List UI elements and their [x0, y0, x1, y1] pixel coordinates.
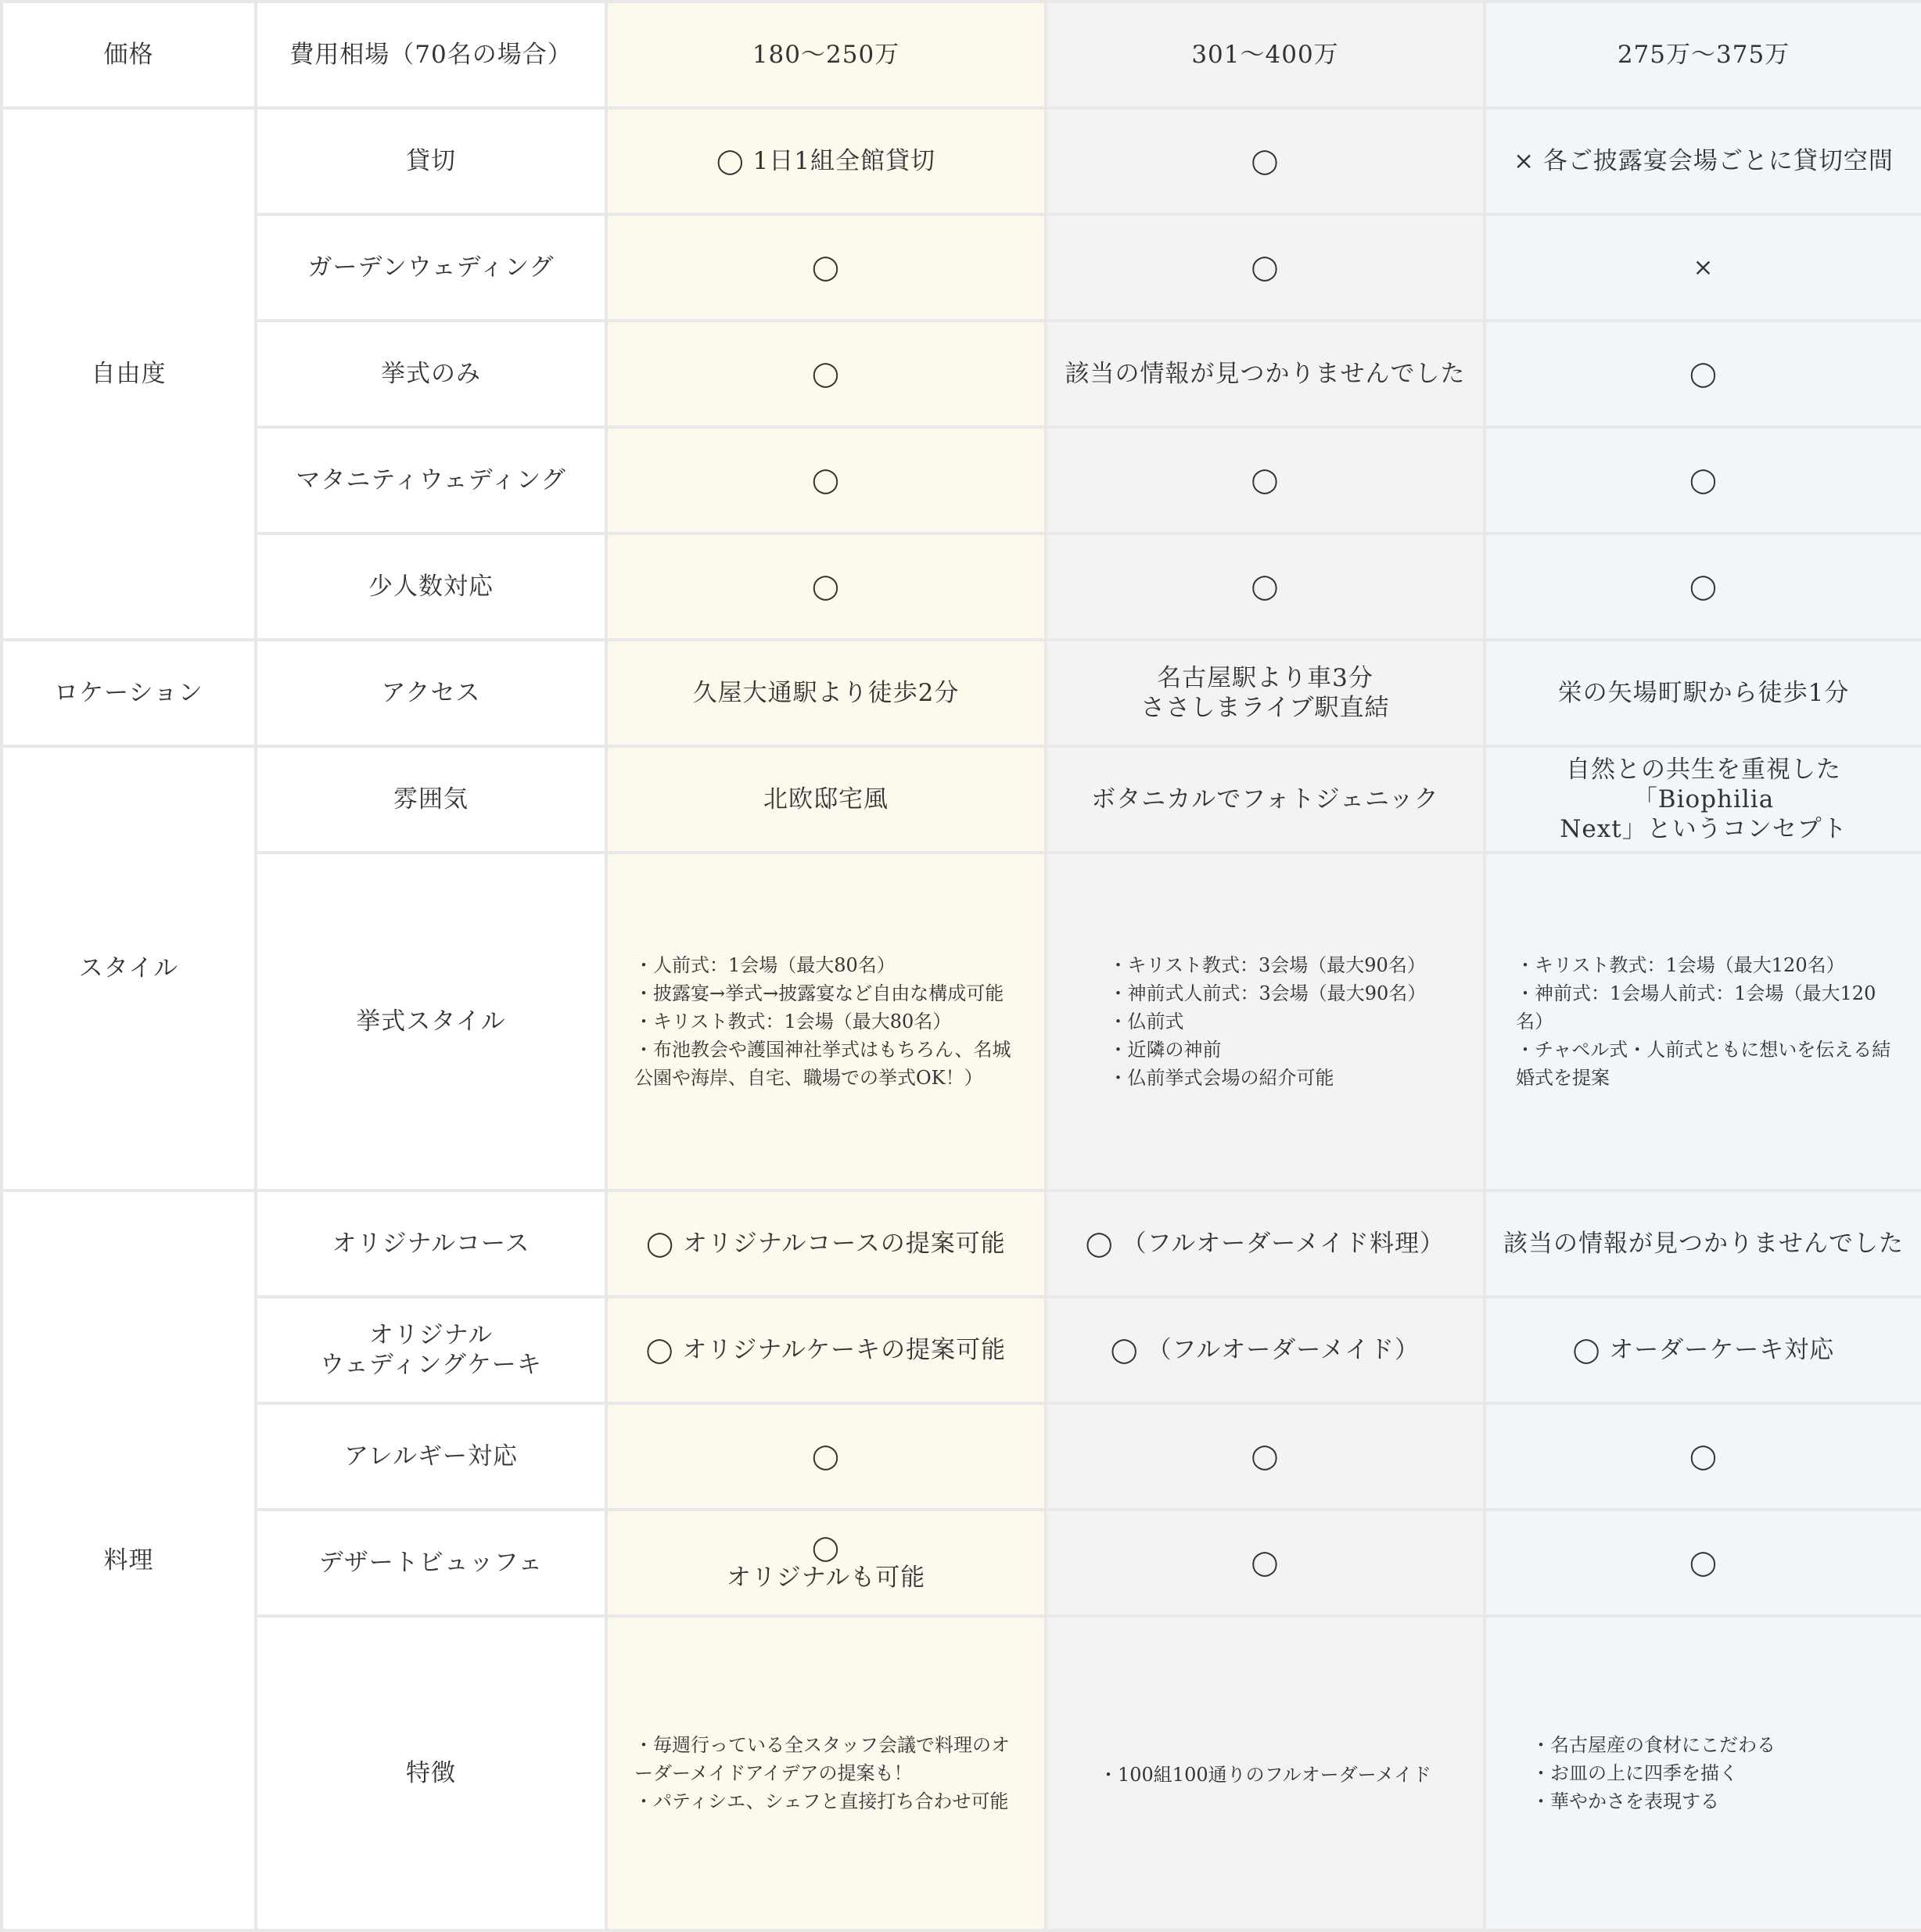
cell-original-course-a: ◯ オリジナルコースの提案可能 — [606, 1190, 1046, 1297]
list-item: ・仏前挙式会場の紹介可能 — [1108, 1067, 1334, 1089]
cell-small-group-a: ◯ — [606, 533, 1046, 640]
atmosphere-c-line: Next」というコンセプト — [1560, 815, 1847, 843]
category-cuisine: 料理 — [2, 1190, 256, 1930]
item-original-course: オリジナルコース — [256, 1190, 606, 1297]
dessert-buffet-a-note: オリジナルも可能 — [726, 1564, 926, 1592]
atmosphere-c-line: 自然との共生を重視した「Biophilia — [1566, 756, 1841, 813]
item-small-group: 少人数対応 — [256, 533, 606, 640]
features-a-list — [634, 1731, 1018, 1815]
cell-ceremony-only-a: ◯ — [606, 321, 1046, 427]
list-item: ・キリスト教式：1会場（最大120名） — [1516, 954, 1845, 976]
item-dessert-buffet: デザートビュッフェ — [256, 1510, 606, 1616]
cell-original-cake-c: ◯ オーダーケーキ対応 — [1485, 1297, 1921, 1403]
original-cake-label-line: ウェディングケーキ — [320, 1351, 542, 1379]
cell-small-group-c: ◯ — [1485, 533, 1921, 640]
price-venue-b: 301〜400万 — [1046, 2, 1485, 108]
cell-features-c — [1485, 1616, 1921, 1930]
cell-original-cake-b: ◯ （フルオーダーメイド） — [1046, 1297, 1485, 1403]
original-cake-label-line: オリジナル — [368, 1321, 494, 1349]
table-row — [2, 108, 1921, 214]
price-venue-c: 275万〜375万 — [1485, 2, 1921, 108]
cell-ceremony-only-c: ◯ — [1485, 321, 1921, 427]
cell-maternity-a: ◯ — [606, 427, 1046, 533]
table-row — [2, 427, 1921, 533]
list-item: ・チャペル式・人前式ともに想いを伝える結婚式を提案 — [1516, 1039, 1891, 1089]
cell-dessert-buffet-c: ◯ — [1485, 1510, 1921, 1616]
table-row — [2, 853, 1921, 1190]
item-garden-wedding: ガーデンウェディング — [256, 214, 606, 321]
list-item: ・華やかさを表現する — [1531, 1790, 1719, 1812]
list-item: ・パティシエ、シェフと直接打ち合わせ可能 — [634, 1790, 1009, 1812]
table-row — [2, 640, 1921, 746]
table-row — [2, 533, 1921, 640]
cell-features-a — [606, 1616, 1046, 1930]
list-item: ・近隣の神前 — [1108, 1039, 1222, 1061]
item-kashikiri: 貸切 — [256, 108, 606, 214]
list-item: ・神前式：1会場人前式：1会場（最大120名） — [1516, 982, 1876, 1032]
item-maternity-wedding: マタニティウェディング — [256, 427, 606, 533]
list-item: ・100組100通りのフルオーダーメイド — [1099, 1763, 1431, 1786]
cell-garden-c: × — [1485, 214, 1921, 321]
cell-features-b — [1046, 1616, 1485, 1930]
cell-access-c: 栄の矢場町駅から徒歩1分 — [1485, 640, 1921, 746]
dessert-buffet-a-mark: ◯ — [812, 1534, 840, 1562]
category-price: 価格 — [2, 2, 256, 108]
table-row — [2, 1297, 1921, 1403]
item-ceremony-only: 挙式のみ — [256, 321, 606, 427]
category-style: スタイル — [2, 746, 256, 1190]
ceremony-style-a-list — [634, 951, 1018, 1092]
item-original-cake — [256, 1297, 606, 1403]
features-b-list — [1099, 1761, 1431, 1789]
cell-dessert-buffet-b: ◯ — [1046, 1510, 1485, 1616]
table-row — [2, 2, 1921, 108]
cell-dessert-buffet-a — [606, 1510, 1046, 1616]
cell-garden-b: ◯ — [1046, 214, 1485, 321]
cell-allergy-c: ◯ — [1485, 1403, 1921, 1510]
list-item: ・キリスト教式：3会場（最大90名） — [1108, 954, 1426, 976]
cell-kashikiri-c: × 各ご披露宴会場ごとに貸切空間 — [1485, 108, 1921, 214]
item-ceremony-style: 挙式スタイル — [256, 853, 606, 1190]
list-item: ・仏前式 — [1108, 1011, 1184, 1032]
table-row — [2, 321, 1921, 427]
cell-original-course-c: 該当の情報が見つかりませんでした — [1485, 1190, 1921, 1297]
list-item: ・布池教会や護国神社挙式はもちろん、名城公園や海岸、自宅、職場での挙式OK！） — [634, 1039, 1011, 1089]
cell-original-cake-a: ◯ オリジナルケーキの提案可能 — [606, 1297, 1046, 1403]
table-row — [2, 1510, 1921, 1616]
cell-kashikiri-b: ◯ — [1046, 108, 1485, 214]
item-access: アクセス — [256, 640, 606, 746]
list-item: ・お皿の上に四季を描く — [1531, 1762, 1738, 1784]
access-b-line: ささしまライブ駅直結 — [1140, 694, 1390, 722]
item-cost-estimate: 費用相場（70名の場合） — [256, 2, 606, 108]
list-item: ・人前式：1会場（最大80名） — [634, 954, 896, 976]
cell-atmosphere-b: ボタニカルでフォトジェニック — [1046, 746, 1485, 853]
list-item: ・名古屋産の食材にこだわる — [1531, 1734, 1776, 1756]
category-location: ロケーション — [2, 640, 256, 746]
table-row — [2, 746, 1921, 853]
list-item: ・毎週行っている全スタッフ会議で料理のオーダーメイドアイデアの提案も！ — [634, 1734, 1010, 1784]
cell-kashikiri-a: ◯ 1日1組全館貸切 — [606, 108, 1046, 214]
cell-allergy-a: ◯ — [606, 1403, 1046, 1510]
ceremony-style-b-list — [1108, 951, 1427, 1092]
cell-ceremony-style-a — [606, 853, 1046, 1190]
price-venue-a: 180〜250万 — [606, 2, 1046, 108]
cell-atmosphere-a: 北欧邸宅風 — [606, 746, 1046, 853]
cell-original-course-b: ◯ （フルオーダーメイド料理） — [1046, 1190, 1485, 1297]
ceremony-style-c-list — [1516, 951, 1891, 1092]
cell-allergy-b: ◯ — [1046, 1403, 1485, 1510]
cell-access-a: 久屋大通駅より徒歩2分 — [606, 640, 1046, 746]
cell-maternity-c: ◯ — [1485, 427, 1921, 533]
item-atmosphere: 雰囲気 — [256, 746, 606, 853]
features-c-list — [1531, 1731, 1876, 1815]
cell-atmosphere-c — [1485, 746, 1921, 853]
item-allergy: アレルギー対応 — [256, 1403, 606, 1510]
access-b-line: 名古屋駅より車3分 — [1157, 664, 1373, 692]
cell-ceremony-style-b — [1046, 853, 1485, 1190]
list-item: ・キリスト教式：1会場（最大80名） — [634, 1011, 952, 1032]
cell-access-b — [1046, 640, 1485, 746]
list-item: ・披露宴→挙式→披露宴など自由な構成可能 — [634, 982, 1004, 1004]
table-row — [2, 1190, 1921, 1297]
cell-small-group-b: ◯ — [1046, 533, 1485, 640]
cell-garden-a: ◯ — [606, 214, 1046, 321]
cell-ceremony-style-c — [1485, 853, 1921, 1190]
cell-maternity-b: ◯ — [1046, 427, 1485, 533]
list-item: ・神前式人前式：3会場（最大90名） — [1108, 982, 1427, 1004]
table-row — [2, 214, 1921, 321]
table-row — [2, 1403, 1921, 1510]
category-freedom: 自由度 — [2, 108, 256, 640]
item-features: 特徴 — [256, 1616, 606, 1930]
table-row — [2, 1616, 1921, 1930]
cell-ceremony-only-b: 該当の情報が見つかりませんでした — [1046, 321, 1485, 427]
